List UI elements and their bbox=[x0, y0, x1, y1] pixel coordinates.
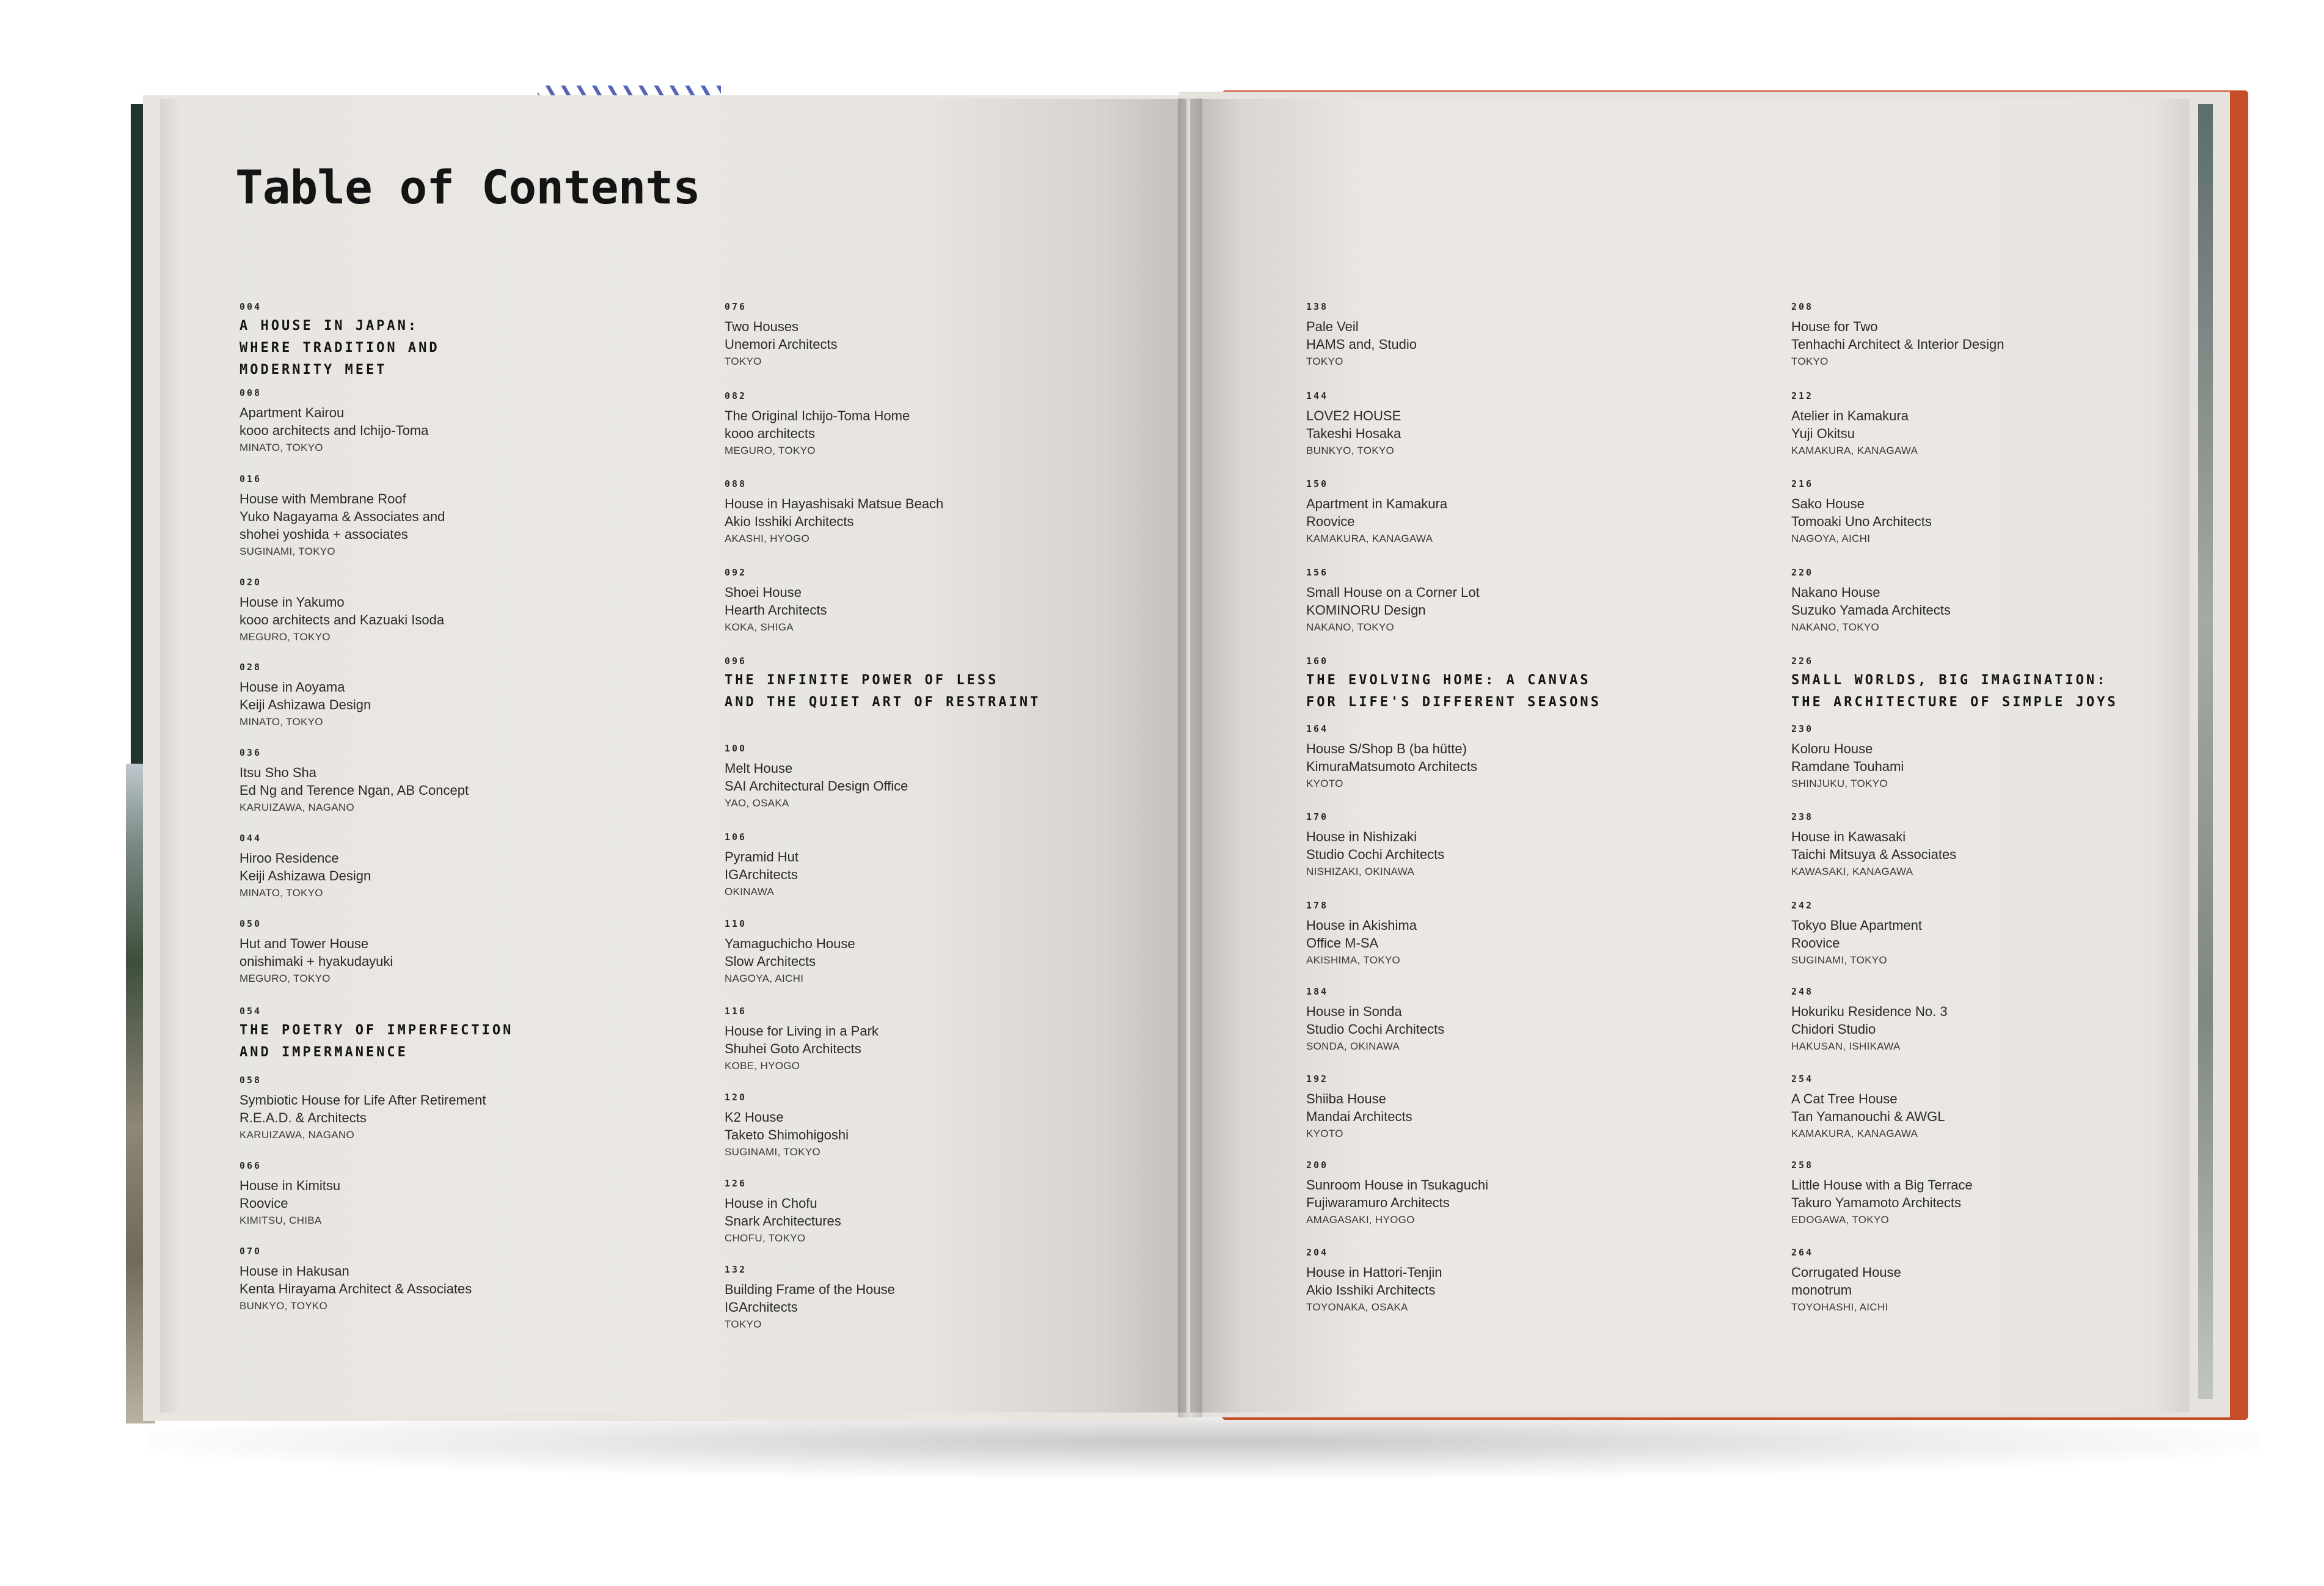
project-location: AKASHI, HYOGO bbox=[725, 533, 809, 544]
project-title: House in Yakumo bbox=[239, 594, 345, 610]
toc-entry[interactable] bbox=[1306, 1073, 1783, 1142]
project-location: NAGOYA, AICHI bbox=[725, 973, 804, 984]
project-title: House in Hayashisaki Matsue Beach bbox=[725, 496, 944, 511]
section-title-line: MODERNITY MEET bbox=[239, 362, 387, 378]
project-title: Two Houses bbox=[725, 319, 799, 334]
project-location: MINATO, TOKYO bbox=[239, 716, 323, 728]
toc-entry[interactable] bbox=[1306, 899, 1783, 969]
toc-entry[interactable] bbox=[1306, 1246, 1783, 1316]
project-location: KAMAKURA, KANAGAWA bbox=[1306, 533, 1433, 544]
project-title: Apartment Kairou bbox=[239, 405, 345, 420]
architect-name: kooo architects and Kazuaki Isoda bbox=[239, 612, 445, 627]
project-location: MEGURO, TOKYO bbox=[725, 445, 816, 456]
toc-entry[interactable] bbox=[1306, 301, 1783, 370]
page-number: 088 bbox=[725, 478, 747, 489]
toc-entry[interactable] bbox=[725, 390, 1201, 459]
project-location: NAGOYA, AICHI bbox=[1791, 533, 1871, 544]
toc-entry[interactable] bbox=[239, 747, 716, 816]
architect-name: Unemori Architects bbox=[725, 337, 838, 352]
project-title: Melt House bbox=[725, 761, 793, 776]
project-location: KARUIZAWA, NAGANO bbox=[239, 1129, 355, 1141]
toc-entry[interactable] bbox=[1791, 390, 2268, 459]
project-title: Atelier in Kamakura bbox=[1791, 408, 1909, 423]
toc-entry[interactable] bbox=[1791, 301, 2268, 370]
architect-name: Ramdane Touhami bbox=[1791, 759, 1904, 774]
page-number: 226 bbox=[1791, 656, 1814, 667]
architect-name: KOMINORU Design bbox=[1306, 602, 1426, 618]
architect-name: Tenhachi Architect & Interior Design bbox=[1791, 337, 2004, 352]
page-number: 066 bbox=[239, 1160, 262, 1171]
project-title: House for Two bbox=[1791, 319, 1878, 334]
page-number: 184 bbox=[1306, 986, 1329, 997]
project-location: NAKANO, TOKYO bbox=[1791, 621, 1880, 633]
project-title: Apartment in Kamakura bbox=[1306, 496, 1448, 511]
project-location: KIMITSU, CHIBA bbox=[239, 1215, 322, 1226]
project-location: AKISHIMA, TOKYO bbox=[1306, 954, 1401, 966]
architect-name: onishimaki + hyakudayuki bbox=[239, 954, 393, 969]
toc-entry[interactable] bbox=[239, 1074, 716, 1144]
toc-section[interactable] bbox=[239, 1005, 716, 1061]
page-number: 004 bbox=[239, 301, 262, 312]
toc-entry[interactable] bbox=[1306, 723, 1783, 792]
page-number: 036 bbox=[239, 747, 262, 758]
toc-section[interactable] bbox=[1306, 655, 1783, 711]
page-number: 008 bbox=[239, 387, 262, 398]
toc-section[interactable] bbox=[1791, 655, 2268, 711]
project-location: BUNKYO, TOKYO bbox=[1306, 445, 1395, 456]
architect-name: Office M-SA bbox=[1306, 935, 1379, 951]
architect-name: Tan Yamanouchi & AWGL bbox=[1791, 1109, 1945, 1124]
toc-entry[interactable] bbox=[1306, 985, 1783, 1055]
project-title: House in Sonda bbox=[1306, 1004, 1402, 1019]
page-number: 220 bbox=[1791, 567, 1814, 578]
project-location: NAKANO, TOKYO bbox=[1306, 621, 1395, 633]
section-title-line: AND THE QUIET ART OF RESTRAINT bbox=[725, 695, 1041, 710]
project-location: SONDA, OKINAWA bbox=[1306, 1040, 1400, 1052]
architect-name: Slow Architects bbox=[725, 954, 816, 969]
project-title: Pyramid Hut bbox=[725, 849, 799, 864]
page-number: 100 bbox=[725, 743, 747, 754]
project-location: TOKYO bbox=[725, 356, 762, 367]
toc-entry[interactable] bbox=[1306, 390, 1783, 459]
toc-column-4 bbox=[1791, 0, 2268, 1586]
section-title-line: FOR LIFE'S DIFFERENT SEASONS bbox=[1306, 695, 1601, 710]
project-title: Building Frame of the House bbox=[725, 1282, 895, 1297]
page-number: 082 bbox=[725, 390, 747, 401]
project-location: TOYONAKA, OSAKA bbox=[1306, 1301, 1408, 1313]
page-number: 258 bbox=[1791, 1160, 1814, 1171]
page-number: 058 bbox=[239, 1075, 262, 1086]
project-location: MINATO, TOKYO bbox=[239, 887, 323, 899]
architect-name: Keiji Ashizawa Design bbox=[239, 868, 371, 883]
toc-entry[interactable] bbox=[1791, 811, 2268, 880]
project-location: TOYOHASHI, AICHI bbox=[1791, 1301, 1888, 1313]
architect-name: Roovice bbox=[1306, 514, 1355, 529]
page-number: 208 bbox=[1791, 301, 1814, 312]
page-number: 050 bbox=[239, 918, 262, 929]
section-title-line: WHERE TRADITION AND bbox=[239, 340, 440, 356]
page-number: 106 bbox=[725, 831, 747, 842]
architect-name: Studio Cochi Architects bbox=[1306, 1021, 1445, 1037]
page-number: 092 bbox=[725, 567, 747, 578]
page-number: 242 bbox=[1791, 900, 1814, 911]
section-title-line: THE POETRY OF IMPERFECTION bbox=[239, 1023, 514, 1038]
architect-name: SAI Architectural Design Office bbox=[725, 778, 908, 794]
page-number: 164 bbox=[1306, 723, 1329, 734]
toc-entry[interactable] bbox=[1306, 1159, 1783, 1229]
project-title: Little House with a Big Terrace bbox=[1791, 1177, 1973, 1193]
toc-entry[interactable] bbox=[725, 1091, 1201, 1161]
toc-entry[interactable] bbox=[725, 1177, 1201, 1247]
project-title: House in Akishima bbox=[1306, 918, 1417, 933]
project-title: House in Kimitsu bbox=[239, 1178, 341, 1193]
page-title: Table of Contents bbox=[235, 160, 700, 214]
project-title: House in Hattori-Tenjin bbox=[1306, 1265, 1442, 1280]
toc-entry[interactable] bbox=[1791, 899, 2268, 969]
project-title: Symbiotic House for Life After Retirement bbox=[239, 1092, 486, 1108]
architect-name: Taketo Shimohigoshi bbox=[725, 1127, 849, 1142]
toc-entry[interactable] bbox=[1791, 1159, 2268, 1229]
toc-column-2 bbox=[725, 0, 1201, 1586]
toc-entry[interactable] bbox=[1791, 985, 2268, 1055]
project-location: KAMAKURA, KANAGAWA bbox=[1791, 445, 1918, 456]
project-title: Small House on a Corner Lot bbox=[1306, 585, 1480, 600]
toc-column-3 bbox=[1306, 0, 1783, 1586]
project-location: NISHIZAKI, OKINAWA bbox=[1306, 866, 1414, 877]
project-location: YAO, OSAKA bbox=[725, 797, 789, 809]
architect-name: Takuro Yamamoto Architects bbox=[1791, 1195, 1961, 1210]
architect-name: IGArchitects bbox=[725, 1299, 798, 1315]
project-location: KOBE, HYOGO bbox=[725, 1060, 800, 1072]
project-title: Shoei House bbox=[725, 585, 802, 600]
project-title: Hiroo Residence bbox=[239, 850, 339, 866]
page-number: 144 bbox=[1306, 390, 1329, 401]
project-title: House for Living in a Park bbox=[725, 1023, 879, 1039]
architect-name: Hearth Architects bbox=[725, 602, 827, 618]
toc-entry[interactable] bbox=[725, 566, 1201, 636]
project-title: Tokyo Blue Apartment bbox=[1791, 918, 1923, 933]
architect-name: Shuhei Goto Architects bbox=[725, 1041, 861, 1056]
project-location: SUGINAMI, TOKYO bbox=[725, 1146, 820, 1158]
section-title-line: AND IMPERMANENCE bbox=[239, 1045, 408, 1060]
page-number: 126 bbox=[725, 1178, 747, 1189]
project-title: Nakano House bbox=[1791, 585, 1880, 600]
page-number: 212 bbox=[1791, 390, 1814, 401]
page-number: 070 bbox=[239, 1246, 262, 1257]
project-location: TOKYO bbox=[725, 1318, 762, 1330]
architect-name: Chidori Studio bbox=[1791, 1021, 1876, 1037]
project-location: OKINAWA bbox=[725, 886, 775, 897]
project-location: SHINJUKU, TOKYO bbox=[1791, 778, 1888, 789]
page-number: 110 bbox=[725, 918, 747, 929]
project-location: EDOGAWA, TOKYO bbox=[1791, 1214, 1890, 1226]
project-title: Yamaguchicho House bbox=[725, 936, 855, 951]
toc-entry[interactable] bbox=[239, 832, 716, 902]
page-number: 132 bbox=[725, 1264, 747, 1275]
toc-entry[interactable] bbox=[1791, 566, 2268, 636]
toc-entry[interactable] bbox=[725, 918, 1201, 987]
architect-name: IGArchitects bbox=[725, 867, 798, 882]
project-location: KYOTO bbox=[1306, 778, 1343, 789]
project-title: House with Membrane Roof bbox=[239, 491, 406, 506]
toc-entry[interactable] bbox=[239, 1245, 716, 1315]
project-title: K2 House bbox=[725, 1109, 784, 1125]
toc-section[interactable] bbox=[725, 655, 1201, 711]
project-title: House in Hakusan bbox=[239, 1263, 349, 1279]
project-location: HAKUSAN, ISHIKAWA bbox=[1791, 1040, 1901, 1052]
project-location: CHOFU, TOKYO bbox=[725, 1232, 806, 1244]
project-title: House in Aoyama bbox=[239, 679, 345, 695]
project-title: Koloru House bbox=[1791, 741, 1873, 756]
architect-name: Takeshi Hosaka bbox=[1306, 426, 1401, 441]
architect-name: Kenta Hirayama Architect & Associates bbox=[239, 1281, 472, 1296]
project-location: BUNKYO, TOYKO bbox=[239, 1300, 328, 1312]
architect-name: Yuji Okitsu bbox=[1791, 426, 1855, 441]
project-location: KOKA, SHIGA bbox=[725, 621, 794, 633]
page-number: 160 bbox=[1306, 656, 1329, 667]
architect-name: Tomoaki Uno Architects bbox=[1791, 514, 1932, 529]
page-number: 170 bbox=[1306, 811, 1329, 822]
page-number: 096 bbox=[725, 656, 747, 667]
page-number: 248 bbox=[1791, 986, 1814, 997]
toc-entry[interactable] bbox=[239, 576, 716, 646]
project-title: Shiiba House bbox=[1306, 1091, 1386, 1106]
toc-entry[interactable] bbox=[1791, 478, 2268, 547]
page-number: 054 bbox=[239, 1006, 262, 1017]
toc-entry[interactable] bbox=[725, 301, 1201, 370]
architect-name: Fujiwaramuro Architects bbox=[1306, 1195, 1450, 1210]
toc-entry[interactable] bbox=[239, 918, 716, 987]
project-location: MINATO, TOKYO bbox=[239, 442, 323, 453]
page-number: 204 bbox=[1306, 1247, 1329, 1258]
architect-name: KimuraMatsumoto Architects bbox=[1306, 759, 1477, 774]
toc-section[interactable] bbox=[239, 301, 716, 379]
architect-name: Yuko Nagayama & Associates and bbox=[239, 509, 445, 524]
project-location: TOKYO bbox=[1791, 356, 1829, 367]
project-title: The Original Ichijo-Toma Home bbox=[725, 408, 910, 423]
project-title: Pale Veil bbox=[1306, 319, 1359, 334]
page-number: 120 bbox=[725, 1092, 747, 1103]
page-number: 254 bbox=[1791, 1073, 1814, 1084]
page-number: 238 bbox=[1791, 811, 1814, 822]
toc-entry[interactable] bbox=[1306, 811, 1783, 880]
page-number: 178 bbox=[1306, 900, 1329, 911]
architect-name: Suzuko Yamada Architects bbox=[1791, 602, 1951, 618]
architect-name: Roovice bbox=[1791, 935, 1840, 951]
project-title: Corrugated House bbox=[1791, 1265, 1901, 1280]
page-number: 116 bbox=[725, 1006, 747, 1017]
page-number: 020 bbox=[239, 577, 262, 588]
project-title: Sako House bbox=[1791, 496, 1865, 511]
project-title: A Cat Tree House bbox=[1791, 1091, 1898, 1106]
architect-name: Snark Architectures bbox=[725, 1213, 841, 1229]
toc-entry[interactable] bbox=[1306, 478, 1783, 547]
project-title: Hut and Tower House bbox=[239, 936, 369, 951]
project-location: KARUIZAWA, NAGANO bbox=[239, 802, 355, 813]
project-title: House in Nishizaki bbox=[1306, 829, 1417, 844]
page-number: 028 bbox=[239, 662, 262, 673]
architect-name: Studio Cochi Architects bbox=[1306, 847, 1445, 862]
section-title-line: THE INFINITE POWER OF LESS bbox=[725, 673, 999, 688]
toc-entry[interactable] bbox=[725, 1005, 1201, 1075]
toc-entry[interactable] bbox=[725, 478, 1201, 547]
project-location: MEGURO, TOKYO bbox=[239, 973, 331, 984]
project-title: LOVE2 HOUSE bbox=[1306, 408, 1401, 423]
toc-entry[interactable] bbox=[725, 1263, 1201, 1333]
section-title-line: SMALL WORLDS, BIG IMAGINATION: bbox=[1791, 673, 2108, 688]
architect-name: monotrum bbox=[1791, 1282, 1852, 1298]
page-number: 200 bbox=[1306, 1160, 1329, 1171]
toc-entry[interactable] bbox=[725, 742, 1201, 812]
toc-entry[interactable] bbox=[239, 661, 716, 731]
page-number: 216 bbox=[1791, 478, 1814, 489]
project-title: Hokuriku Residence No. 3 bbox=[1791, 1004, 1948, 1019]
architect-name: Taichi Mitsuya & Associates bbox=[1791, 847, 1957, 862]
toc-entry[interactable] bbox=[239, 387, 716, 456]
toc-entry[interactable] bbox=[1306, 566, 1783, 636]
project-location: AMAGASAKI, HYOGO bbox=[1306, 1214, 1415, 1226]
toc-entry[interactable] bbox=[1791, 723, 2268, 792]
toc-column-1 bbox=[239, 0, 716, 1586]
toc-entry[interactable] bbox=[725, 831, 1201, 901]
toc-entry[interactable] bbox=[239, 1160, 716, 1229]
architect-name: Akio Isshiki Architects bbox=[1306, 1282, 1436, 1298]
section-title-line: THE ARCHITECTURE OF SIMPLE JOYS bbox=[1791, 695, 2118, 710]
architect-name: Keiji Ashizawa Design bbox=[239, 697, 371, 712]
page-number: 076 bbox=[725, 301, 747, 312]
page-number: 138 bbox=[1306, 301, 1329, 312]
architect-name: Akio Isshiki Architects bbox=[725, 514, 854, 529]
project-location: KAMAKURA, KANAGAWA bbox=[1791, 1128, 1918, 1139]
toc-entry[interactable] bbox=[1791, 1246, 2268, 1316]
section-title-line: THE EVOLVING HOME: A CANVAS bbox=[1306, 673, 1591, 688]
toc-entry[interactable] bbox=[1791, 1073, 2268, 1142]
project-location: MEGURO, TOKYO bbox=[239, 631, 331, 643]
project-location: SUGINAMI, TOKYO bbox=[239, 546, 335, 557]
section-title-line: A HOUSE IN JAPAN: bbox=[239, 318, 419, 334]
project-title: Itsu Sho Sha bbox=[239, 765, 316, 780]
architect-name: Mandai Architects bbox=[1306, 1109, 1412, 1124]
page-number: 150 bbox=[1306, 478, 1329, 489]
architect-name: HAMS and, Studio bbox=[1306, 337, 1417, 352]
project-title: House S/Shop B (ba hütte) bbox=[1306, 741, 1467, 756]
page-number: 044 bbox=[239, 833, 262, 844]
project-location: KYOTO bbox=[1306, 1128, 1343, 1139]
architect-name: Roovice bbox=[239, 1196, 288, 1211]
architect-name: kooo architects and Ichijo-Toma bbox=[239, 423, 429, 438]
project-title: House in Kawasaki bbox=[1791, 829, 1906, 844]
toc-entry[interactable] bbox=[239, 473, 716, 560]
page-number: 192 bbox=[1306, 1073, 1329, 1084]
page-number: 156 bbox=[1306, 567, 1329, 578]
project-location: TOKYO bbox=[1306, 356, 1343, 367]
page-number: 230 bbox=[1791, 723, 1814, 734]
project-title: House in Chofu bbox=[725, 1196, 817, 1211]
architect-name: R.E.A.D. & Architects bbox=[239, 1110, 367, 1125]
page-number: 264 bbox=[1791, 1247, 1814, 1258]
architect-name: shohei yoshida + associates bbox=[239, 527, 408, 542]
architect-name: Ed Ng and Terence Ngan, AB Concept bbox=[239, 783, 469, 798]
project-title: Sunroom House in Tsukaguchi bbox=[1306, 1177, 1488, 1193]
page-number: 016 bbox=[239, 473, 262, 484]
project-location: KAWASAKI, KANAGAWA bbox=[1791, 866, 1913, 877]
architect-name: kooo architects bbox=[725, 426, 815, 441]
project-location: SUGINAMI, TOKYO bbox=[1791, 954, 1887, 966]
